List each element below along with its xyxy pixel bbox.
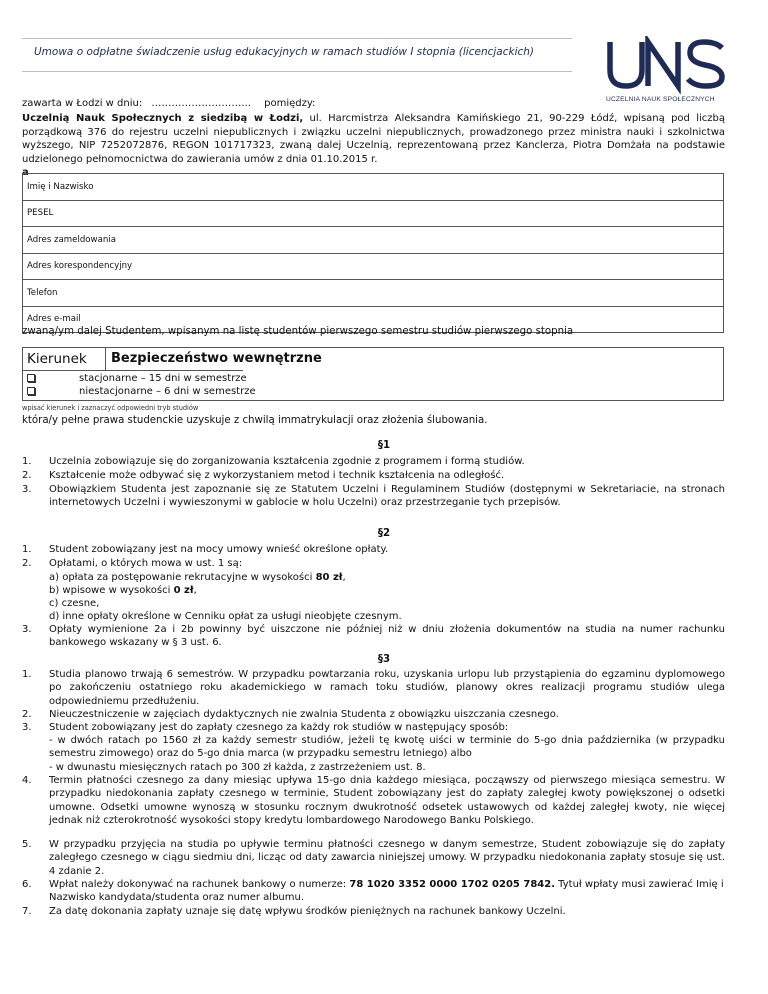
section-1-title: §1 [377, 440, 391, 451]
section-3-title: §3 [377, 654, 391, 665]
contract-place-line [22, 97, 315, 111]
uns-logo [604, 36, 730, 118]
s3-item-4: 4. Termin płatności czesnego za dany miesiąc upływa 15-go dnia każdego miesiąca, począwszy od pierwszego miesiąca semestru. W przypadku niedokonania zapłaty czesnego w terminie, Student zobowiązany jest do zapłaty zaległej kwoty powiększonej o odsetki umowne. Odsetki umowne wynoszą w stosunku rocznym dwukrotność odsetek ustawowych od każdej zaległej kwoty, nie więcej jednak niż czterokrotność wysokości stopy kredytu lombardowego Narodowego Banku Polskiego. [22, 775, 725, 827]
option-part-time-label: niestacjonarne – 6 dni w semestrze [79, 386, 256, 397]
s3-item-2: 2. Nieuczestniczenie w zajęciach dydaktycznych nie zwalnia Studenta z obowiązku uiszczania czesnego. [22, 709, 559, 720]
student-definition: zwaną/ym dalej Studentem, wpisanym na listę studentów pierwszego semestru studiów pierwszego stopnia [22, 326, 574, 337]
place-suffix: pomiędzy: [264, 98, 316, 109]
logo-caption: UCZELNIA NAUK SPOŁECZNYCH [606, 96, 715, 103]
s2-item-1: 1. Student zobowiązany jest na mocy umowy wnieść określone opłaty. [22, 544, 389, 555]
field-of-study-label: Kierunek [27, 351, 87, 367]
university-name: Uczelnią Nauk Społecznych z siedzibą w Łodzi, [22, 113, 304, 124]
field-of-study-box [22, 347, 724, 401]
s2-sub-c: c) czesne, [49, 598, 100, 609]
s3-item-1: 1. Studia planowo trwają 6 semestrów. W przypadku powtarzania roku, uzyskania urlopu lub przystąpienia do egzaminu dyplomowego po zakończeniu ostatniego roku akademickiego w ramach toku studiów, planowy okres realizacji programu studiów ulega odpowiedniemu przedłużeniu. [22, 669, 725, 707]
checkbox-icon[interactable] [27, 387, 35, 395]
uns-logo-mark [604, 36, 730, 94]
checkbox-icon[interactable] [27, 374, 35, 382]
field-of-study-underline [23, 370, 243, 371]
option-part-time[interactable] [27, 386, 256, 397]
field-pesel[interactable]: PESEL [23, 200, 724, 227]
s2-item-3: 3. Opłaty wymienione 2a i 2b powinny być uiszczone nie później niż w dniu złożenia dokumentów na studia na numer rachunku bankowego wskazany w § 3 ust. 6. [22, 624, 725, 649]
option-full-time[interactable] [27, 373, 247, 384]
s3-item-7: 7. Za datę dokonania zapłaty uznaje się datę wpływu środków pieniężnych na rachunek bankowy Uczelni. [22, 906, 566, 917]
s1-item-1: 1. Uczelnia zobowiązuje się do zorganizowania kształcenia zgodnie z programem i formą studiów. [22, 456, 525, 467]
s3-item-5: 5. W przypadku przyjęcia na studia po upływie terminu płatności czesnego w danym semestrze, Student zobowiązuje się do zapłaty zaległego czesnego w ciągu siedmiu dni, licząc od daty zawarcia niniejszej umowy. W przypadku niedokonania zapłaty stosuje się ust. 4 zdanie 2. [22, 839, 725, 877]
university-details: ul. Harcmistrza Aleksandra Kamińskiego 21, 90-229 Łódź, wpisaną pod liczbą porządkową 376 do rejestru uczelni niepublicznych i związku uczelni niepublicznych, prowadzonego przez ministra nauki i szkolnictwa wyższego, NIP 7252072876, REGON 101717323, zwaną dalej Uczelnią, reprezentowaną przez Kanclerza, Piotra Domżała na podstawie udzielonego pełnomocnictwa do zawierania umów z dnia 01.10.2015 r. [22, 113, 725, 165]
field-phone[interactable]: Telefon [23, 280, 724, 307]
s3-item-3-option-b: - w dwunastu miesięcznych ratach po 300 zł każda, z zastrzeżeniem ust. 8. [49, 762, 426, 773]
university-party [22, 112, 725, 180]
s1-item-2: 2. Kształcenie może odbywać się z wykorzystaniem metod i technik kształcenia na odległość. [22, 470, 505, 481]
and-conjunction: a [22, 167, 29, 179]
contract-title: Umowa o odpłatne świadczenie usług edukacyjnych w ramach studiów I stopnia (licencjackich) [34, 46, 535, 58]
header-rule-bottom [22, 71, 572, 72]
field-of-study-value: Bezpieczeństwo wewnętrzne [111, 351, 322, 366]
field-full-name[interactable]: Imię i Nazwisko [23, 174, 724, 201]
s3-item-3: 3. Student zobowiązany jest do zapłaty czesnego za każdy rok studiów w następujący sposób: [22, 722, 509, 733]
s2-sub-a: a) opłata za postępowanie rekrutacyjne w wysokości 80 zł, [49, 572, 346, 583]
date-placeholder: ………………………... [151, 98, 251, 109]
place-prefix: zawarta w Łodzi w dniu: [22, 98, 143, 109]
s2-sub-b: b) wpisowe w wysokości 0 zł, [49, 585, 197, 596]
s1-item-3: 3. Obowiązkiem Studenta jest zapoznanie się ze Statutem Uczelni i Regulaminem Studiów (dostępnymi w Sekretariacie, na stronach internetowych Uczelni i wywieszonymi w gablocie w holu Uczelni) oraz przestrzeganie tych przepisów. [22, 484, 725, 509]
option-full-time-label: stacjonarne – 15 dni w semestrze [79, 373, 247, 384]
s2-item-2: 2. Opłatami, o których mowa w ust. 1 są: [22, 558, 243, 569]
field-registered-address[interactable]: Adres zameldowania [23, 227, 724, 254]
header-rule-top [22, 38, 572, 39]
student-data-table [22, 173, 724, 333]
field-of-study-separator [105, 348, 106, 370]
field-of-study-hint: wpisać kierunek i zaznaczyć odpowiedni tryb studiów [22, 404, 199, 412]
s3-item-6: 6. Wpłat należy dokonywać na rachunek bankowy o numerze: 78 1020 3352 0000 1702 0205 7842. Tytuł wpłaty musi zawierać Imię i Nazwisko kandydata/studenta oraz numer albumu. [22, 879, 724, 904]
s2-sub-d: d) inne opłaty określone w Cenniku opłat za usługi nieobjęte czesnym. [49, 611, 402, 622]
field-email[interactable]: Adres e-mail [23, 306, 724, 333]
s3-item-3-option-a: - w dwóch ratach po 1560 zł za każdy semestr studiów, jeżeli tę kwotę uiści w terminie do 5-go dnia października (w przypadku semestru zimowego) oraz do 5-go dnia marca (w przypadku semestru letniego) albo [49, 735, 725, 760]
student-rights: która/y pełne prawa studenckie uzyskuje z chwilą immatrykulacji oraz złożenia ślubowania. [22, 415, 488, 426]
field-correspondence-address[interactable]: Adres korespondencyjny [23, 253, 724, 280]
section-2-title: §2 [377, 528, 391, 539]
bank-account-number: 78 1020 3352 0000 1702 0205 7842. [349, 879, 555, 890]
